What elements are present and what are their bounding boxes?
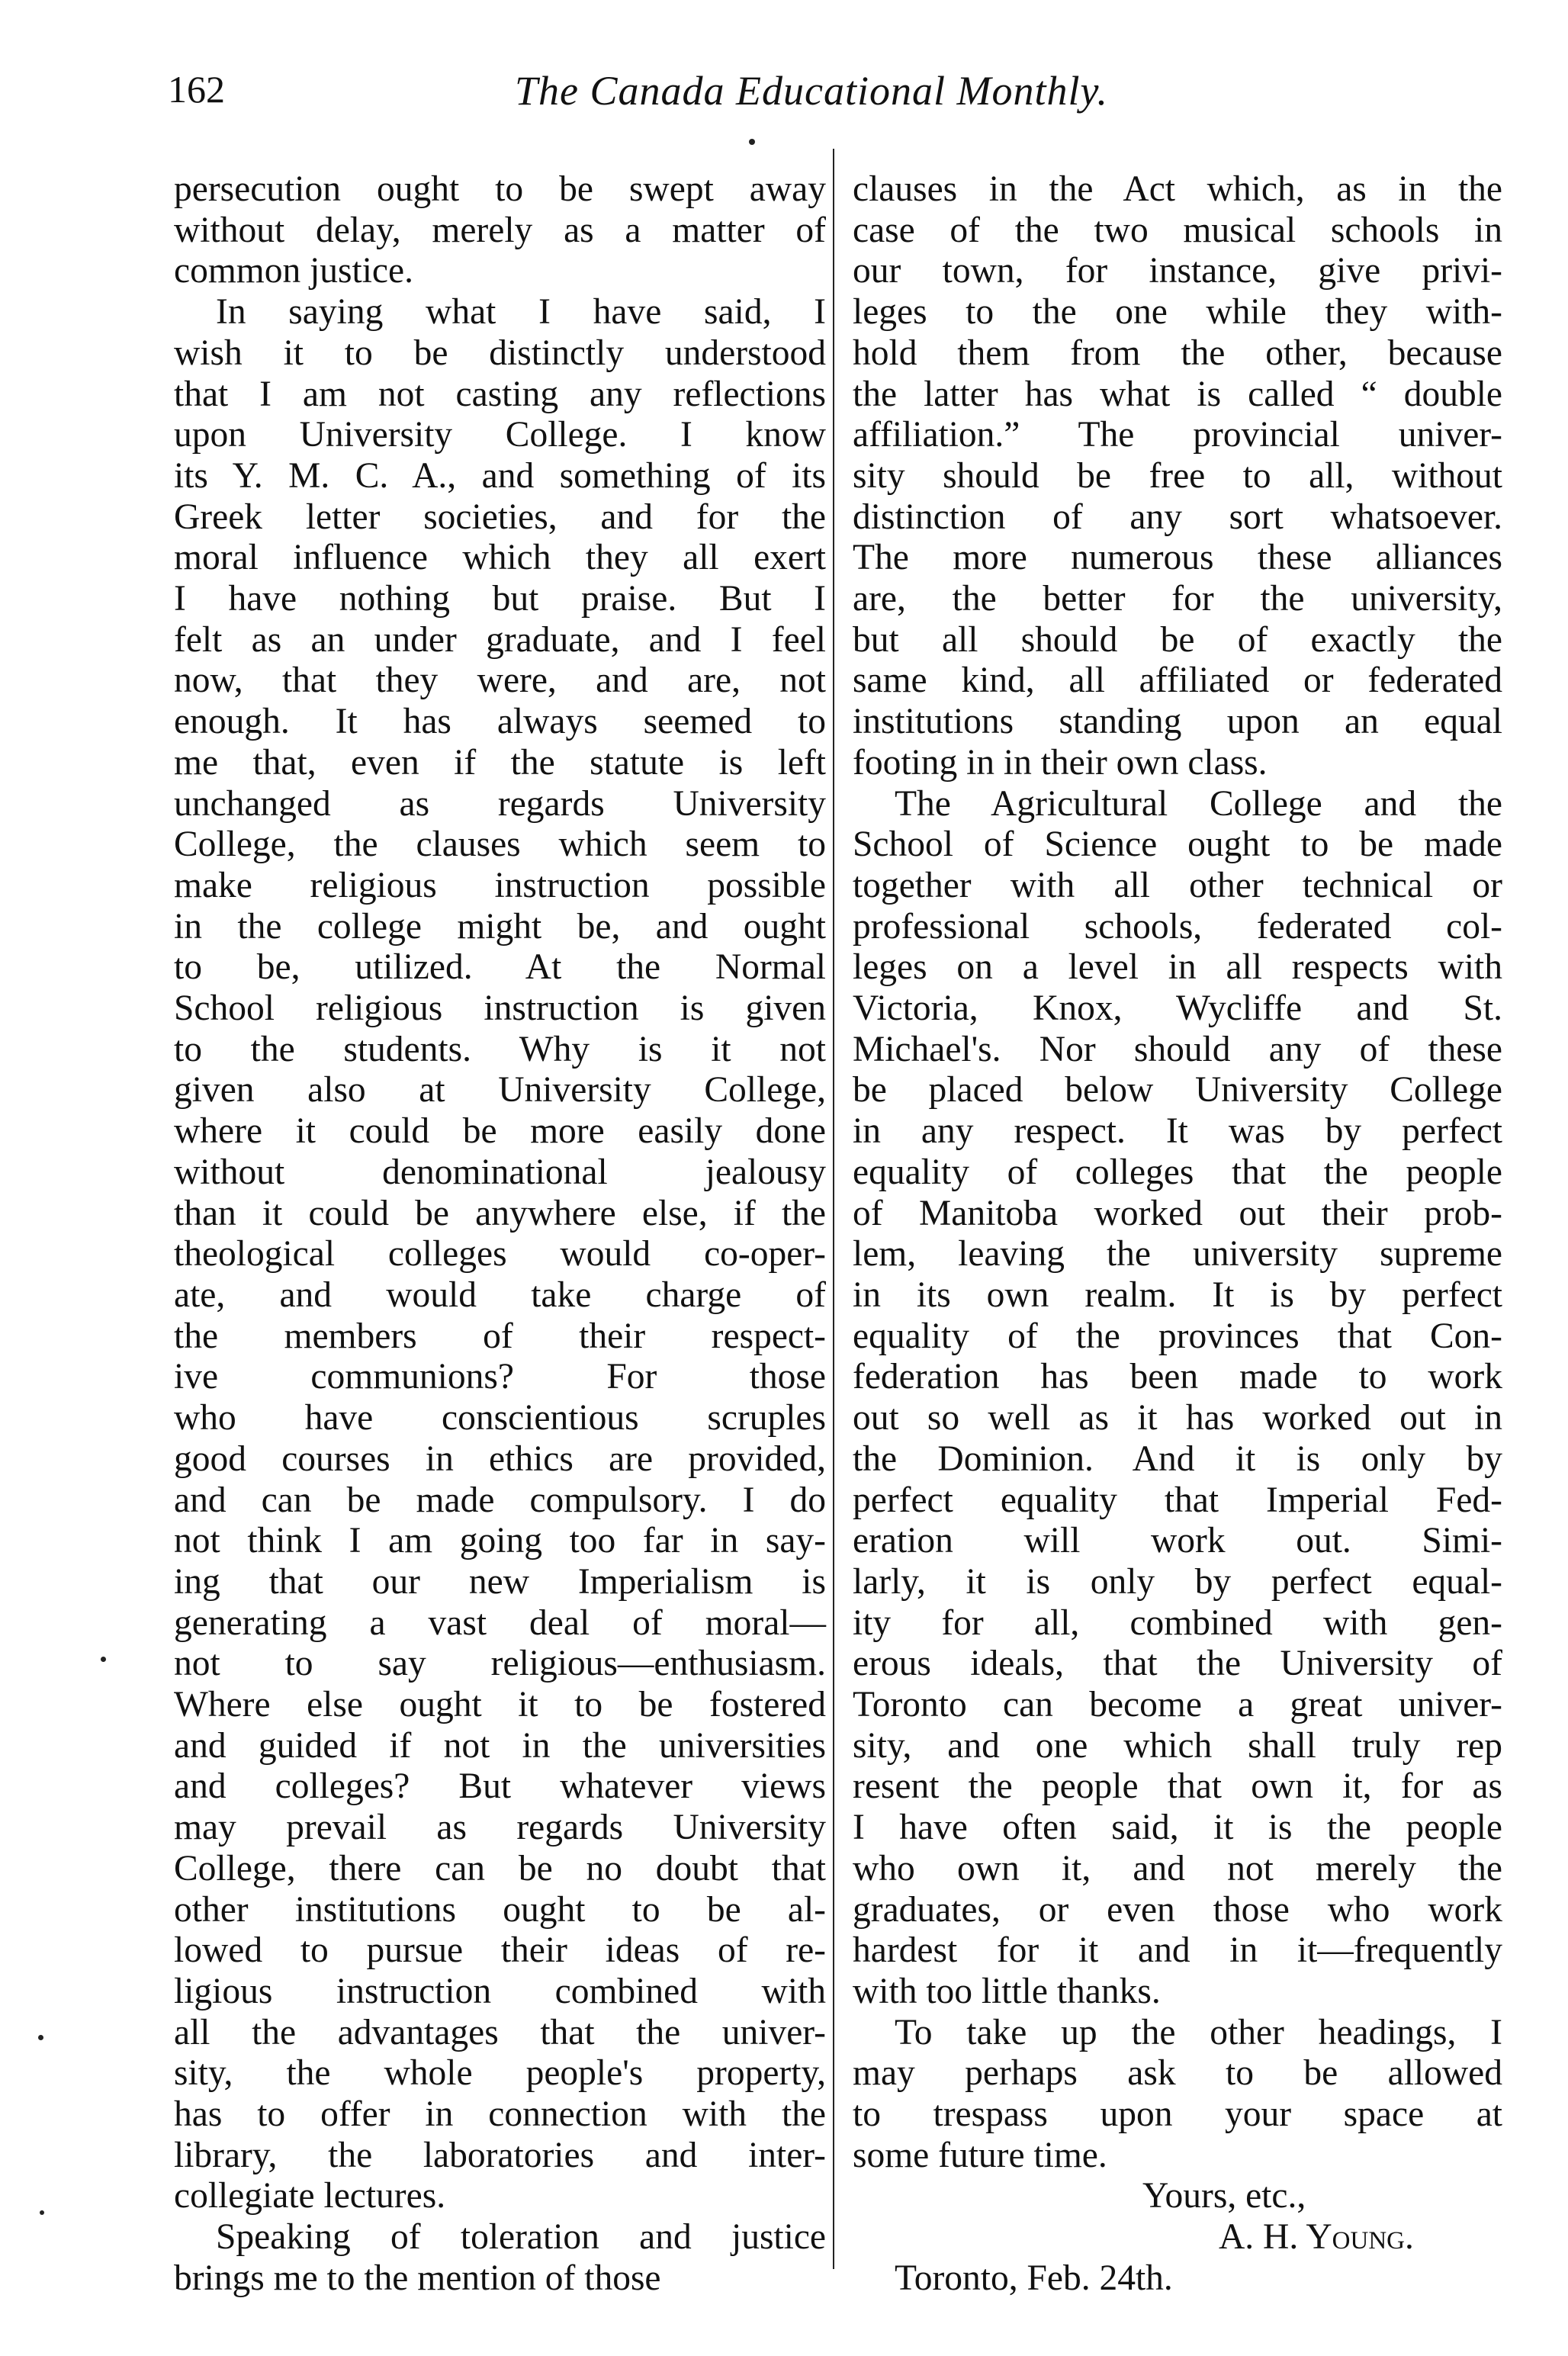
text-line: Toronto can become a great univer- bbox=[853, 1685, 1502, 1725]
text-line: without denominational jealousy bbox=[174, 1152, 826, 1192]
text-line: be placed below University College bbox=[853, 1070, 1502, 1111]
text-line: equality of the provinces that Con- bbox=[853, 1316, 1502, 1356]
text-line: together with all other technical or bbox=[853, 865, 1502, 905]
text-line: has to offer in connection with the bbox=[174, 2094, 826, 2135]
paragraph bbox=[853, 784, 1502, 2013]
text-line: the latter has what is called “ double bbox=[853, 374, 1502, 414]
text-line: ive communions? For those bbox=[174, 1357, 826, 1397]
text-line: ate, and would take charge of bbox=[174, 1274, 826, 1315]
text-line: felt as an under graduate, and I feel bbox=[174, 619, 826, 660]
text-line: of Manitoba worked out their prob- bbox=[853, 1193, 1502, 1233]
author-surname: oung. bbox=[1332, 2217, 1414, 2258]
text-line: to trespass upon your space at bbox=[853, 2094, 1502, 2135]
text-line: the members of their respect- bbox=[174, 1316, 826, 1356]
page-number: 162 bbox=[168, 68, 225, 111]
text-line: lowed to pursue their ideas of re- bbox=[174, 1930, 826, 1971]
paragraph bbox=[174, 292, 826, 2217]
text-line: where it could be more easily done bbox=[174, 1111, 826, 1152]
text-line: than it could be anywhere else, if the bbox=[174, 1193, 826, 1233]
text-line: theological colleges would co-oper- bbox=[174, 1234, 826, 1274]
text-line: federation has been made to work bbox=[853, 1357, 1502, 1397]
text-line: In saying what I have said, I bbox=[216, 292, 826, 333]
text-line: but all should be of exactly the bbox=[853, 619, 1502, 660]
text-line: lem, leaving the university supreme bbox=[853, 1234, 1502, 1274]
text-line: Greek letter societies, and for the bbox=[174, 497, 826, 537]
text-line: its Y. M. C. A., and something of its bbox=[174, 455, 826, 496]
text-line: College, there can be no doubt that bbox=[174, 1848, 826, 1888]
text-line: Michael's. Nor should any of these bbox=[853, 1029, 1502, 1069]
text-line: given also at University College, bbox=[174, 1070, 826, 1111]
text-line: erous ideals, that the University of bbox=[853, 1644, 1502, 1684]
text-line: some future time. bbox=[853, 2135, 1107, 2175]
text-line: to be, utilized. At the Normal bbox=[174, 947, 826, 988]
text-line: out so well as it has worked out in bbox=[853, 1398, 1502, 1438]
text-line: may perhaps ask to be allowed bbox=[853, 2053, 1502, 2094]
text-line: not think I am going too far in say- bbox=[174, 1521, 826, 1561]
text-line: The more numerous these alliances bbox=[853, 538, 1502, 578]
right-column bbox=[853, 169, 1502, 2300]
text-line: without delay, merely as a matter of bbox=[174, 210, 826, 250]
text-line: I have nothing but praise. But I bbox=[174, 579, 826, 619]
text-line: enough. It has always seemed to bbox=[174, 702, 826, 742]
text-line: common justice. bbox=[174, 251, 413, 291]
paragraph bbox=[174, 2217, 826, 2299]
text-line: School religious instruction is given bbox=[174, 988, 826, 1029]
text-line: sity, and one which shall truly rep bbox=[853, 1725, 1502, 1766]
text-line: institutions standing upon an equal bbox=[853, 702, 1502, 742]
text-line: are, the better for the university, bbox=[853, 579, 1502, 619]
text-line: Victoria, Knox, Wycliffe and St. bbox=[853, 988, 1502, 1029]
text-line: and colleges? But whatever views bbox=[174, 1766, 826, 1807]
text-line: upon University College. I know bbox=[174, 415, 826, 455]
text-line: clauses in the Act which, as in the bbox=[853, 169, 1502, 209]
print-speck bbox=[38, 2035, 43, 2040]
text-line: with too little thanks. bbox=[853, 1971, 1161, 2011]
text-line: eration will work out. Simi- bbox=[853, 1521, 1502, 1561]
text-line: to the students. Why is it not bbox=[174, 1029, 826, 1069]
text-line: affiliation.” The provincial univer- bbox=[853, 415, 1502, 455]
text-line: College, the clauses which seem to bbox=[174, 824, 826, 865]
text-line: good courses in ethics are provided, bbox=[174, 1438, 826, 1479]
text-line: Where else ought it to be fostered bbox=[174, 1685, 826, 1725]
text-line: sity should be free to all, without bbox=[853, 455, 1502, 496]
column-rule bbox=[833, 149, 834, 2269]
page-header bbox=[168, 67, 1194, 128]
paragraph bbox=[853, 2013, 1502, 2177]
text-line: who have conscientious scruples bbox=[174, 1398, 826, 1438]
text-line: professional schools, federated col- bbox=[853, 906, 1502, 947]
text-line: and guided if not in the universities bbox=[174, 1725, 826, 1766]
text-line: Speaking of toleration and justice bbox=[216, 2217, 826, 2258]
text-line: resent the people that own it, for as bbox=[853, 1766, 1502, 1807]
text-line: ity for all, combined with gen- bbox=[853, 1602, 1502, 1643]
text-line: footing in in their own class. bbox=[853, 742, 1268, 783]
text-line: in any respect. It was by perfect bbox=[853, 1111, 1502, 1152]
print-speck bbox=[40, 2210, 44, 2215]
paragraph bbox=[174, 169, 826, 292]
text-line: make religious instruction possible bbox=[174, 865, 826, 905]
text-line: in the college might be, and ought bbox=[174, 906, 826, 947]
text-line: To take up the other headings, I bbox=[895, 2012, 1502, 2052]
text-line: library, the laboratories and inter- bbox=[174, 2135, 826, 2175]
text-line: our town, for instance, give privi- bbox=[853, 251, 1502, 291]
text-line: hold them from the other, because bbox=[853, 333, 1502, 373]
text-line: graduates, or even those who work bbox=[853, 1889, 1502, 1930]
text-line: may prevail as regards University bbox=[174, 1808, 826, 1848]
text-line: School of Science ought to be made bbox=[853, 824, 1502, 865]
text-line: in its own realm. It is by perfect bbox=[853, 1274, 1502, 1315]
text-line: case of the two musical schools in bbox=[853, 210, 1502, 250]
text-line: ing that our new Imperialism is bbox=[174, 1561, 826, 1602]
author-name bbox=[853, 2217, 1502, 2258]
text-line: sity, the whole people's property, bbox=[174, 2053, 826, 2094]
left-column bbox=[174, 169, 826, 2300]
text-line: same kind, all affiliated or federated bbox=[853, 661, 1502, 701]
text-line: generating a vast deal of moral— bbox=[174, 1602, 826, 1643]
signature-block bbox=[853, 2176, 1502, 2299]
closing: Yours, etc., bbox=[1142, 2176, 1306, 2216]
text-line: moral influence which they all exert bbox=[174, 538, 826, 578]
text-line: all the advantages that the univer- bbox=[174, 2012, 826, 2052]
text-line: me that, even if the statute is left bbox=[174, 742, 826, 783]
text-line: that I am not casting any reflections bbox=[174, 374, 826, 414]
right-column-paragraphs bbox=[853, 169, 1502, 2176]
text-line: now, that they were, and are, not bbox=[174, 661, 826, 701]
text-line: ligious instruction combined with bbox=[174, 1971, 826, 2011]
text-line: and can be made compulsory. I do bbox=[174, 1480, 826, 1520]
author-initials: A. H. Y bbox=[1219, 2217, 1332, 2258]
text-line: distinction of any sort whatsoever. bbox=[853, 497, 1502, 537]
print-speck bbox=[749, 139, 755, 145]
text-line: other institutions ought to be al- bbox=[174, 1889, 826, 1930]
text-line: I have often said, it is the people bbox=[853, 1808, 1502, 1848]
text-line: the Dominion. And it is only by bbox=[853, 1438, 1502, 1479]
print-speck bbox=[101, 1657, 106, 1662]
text-line: The Agricultural College and the bbox=[895, 783, 1502, 824]
text-line: brings me to the mention of those bbox=[174, 2258, 661, 2298]
text-line: not to say religious—enthusiasm. bbox=[174, 1644, 826, 1684]
place-date: Toronto, Feb. 24th. bbox=[895, 2258, 1173, 2298]
paragraph bbox=[853, 169, 1502, 784]
text-line: unchanged as regards University bbox=[174, 783, 826, 824]
text-line: larly, it is only by perfect equal- bbox=[853, 1561, 1502, 1602]
text-line: leges to the one while they with- bbox=[853, 292, 1502, 333]
text-line: perfect equality that Imperial Fed- bbox=[853, 1480, 1502, 1520]
running-title: The Canada Educational Monthly. bbox=[515, 68, 1108, 114]
text-line: equality of colleges that the people bbox=[853, 1152, 1502, 1192]
text-line: leges on a level in all respects with bbox=[853, 947, 1502, 988]
text-line: who own it, and not merely the bbox=[853, 1848, 1502, 1888]
text-line: hardest for it and in it—frequently bbox=[853, 1930, 1502, 1971]
text-line: wish it to be distinctly understood bbox=[174, 333, 826, 373]
text-line: collegiate lectures. bbox=[174, 2176, 446, 2216]
text-line: persecution ought to be swept away bbox=[174, 169, 826, 209]
